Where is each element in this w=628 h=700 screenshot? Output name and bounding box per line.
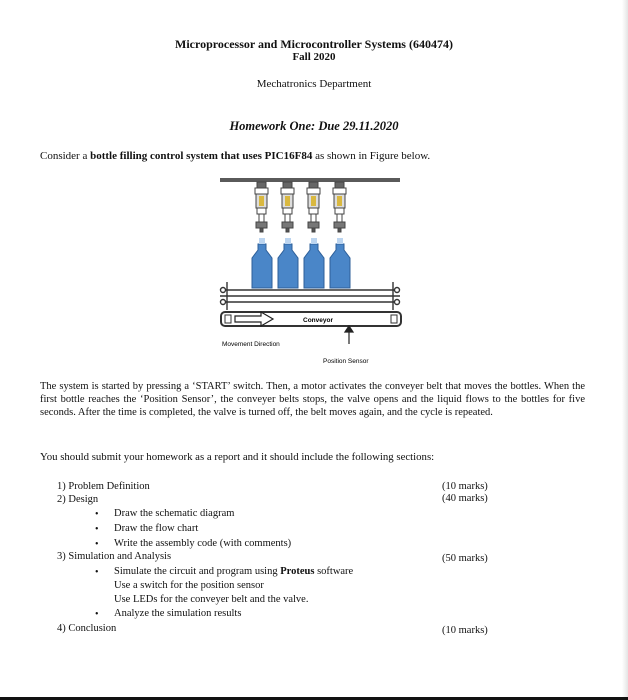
bottle (330, 244, 350, 288)
simulation-subline: Use a switch for the position sensor (114, 580, 264, 591)
section-conclusion: 4) Conclusion (57, 623, 117, 634)
intro-bold: bottle filling control system that uses PIC16F84 (90, 150, 313, 162)
movement-label: Movement Direction (222, 341, 280, 348)
valves (255, 182, 346, 232)
valve (255, 182, 268, 232)
page-edge-shadow (622, 0, 628, 700)
simulation-suffix: software (314, 566, 354, 577)
top-rail (220, 178, 400, 182)
bottle-filling-figure (205, 172, 425, 372)
bottle (278, 244, 298, 288)
conveyor-belt (221, 312, 401, 326)
simulation-item (114, 566, 353, 577)
marks-simulation: (50 marks) (442, 553, 488, 564)
section-simulation: 3) Simulation and Analysis (57, 551, 172, 562)
marks-design: (40 marks) (442, 493, 488, 504)
simulation-prefix: Simulate the circuit and program using (114, 566, 281, 577)
conveyor-label: Conveyor (303, 317, 333, 324)
valve (307, 182, 320, 232)
design-item: Write the assembly code (with comments) (114, 538, 292, 549)
intro-text (40, 150, 430, 162)
marks-problem-definition: (10 marks) (442, 481, 488, 492)
bottle (252, 244, 272, 288)
marks-conclusion: (10 marks) (442, 625, 488, 636)
intro-suffix: as shown in Figure below. (312, 150, 431, 162)
bottles (252, 244, 350, 288)
design-item: Draw the schematic diagram (114, 508, 235, 519)
bottle (304, 244, 324, 288)
department: Mechatronics Department (256, 78, 372, 90)
section-design: 2) Design (57, 494, 99, 505)
description-paragraph: The system is started by pressing a ‘START’ switch. Then, a motor activates the conveyer belt that moves the bottles. When the first bottle reaches the ‘Position Sensor’, the conveyer belts stops, the valve opens and the liquid flows to the bottles for five seconds. After the time is completed, the valve is turned off, the belt moves again, and the cycle is repeated. (40, 381, 585, 419)
simulation-item: Analyze the simulation results (114, 608, 242, 619)
bullet-icon: • (95, 539, 99, 550)
simulation-subline: Use LEDs for the conveyer belt and the valve. (114, 594, 309, 605)
software-name: Proteus (280, 566, 315, 577)
intro-prefix: Consider a (40, 150, 91, 162)
semester: Fall 2020 (292, 51, 336, 63)
valve (281, 182, 294, 232)
bullet-icon: • (95, 509, 99, 520)
design-item: Draw the flow chart (114, 523, 199, 534)
section-problem-definition: 1) Problem Definition (57, 481, 150, 492)
position-sensor-arrow (345, 326, 353, 344)
course-title: Microprocessor and Microcontroller Systems (640474) (175, 37, 453, 51)
bullet-icon: • (95, 609, 99, 620)
submit-instructions: You should submit your homework as a report and it should include the following sections: (40, 451, 435, 463)
sensor-label: Position Sensor (323, 358, 369, 365)
bullet-icon: • (95, 567, 99, 578)
homework-title: Homework One: Due 29.11.2020 (229, 119, 399, 133)
valve (333, 182, 346, 232)
bullet-icon: • (95, 524, 99, 535)
